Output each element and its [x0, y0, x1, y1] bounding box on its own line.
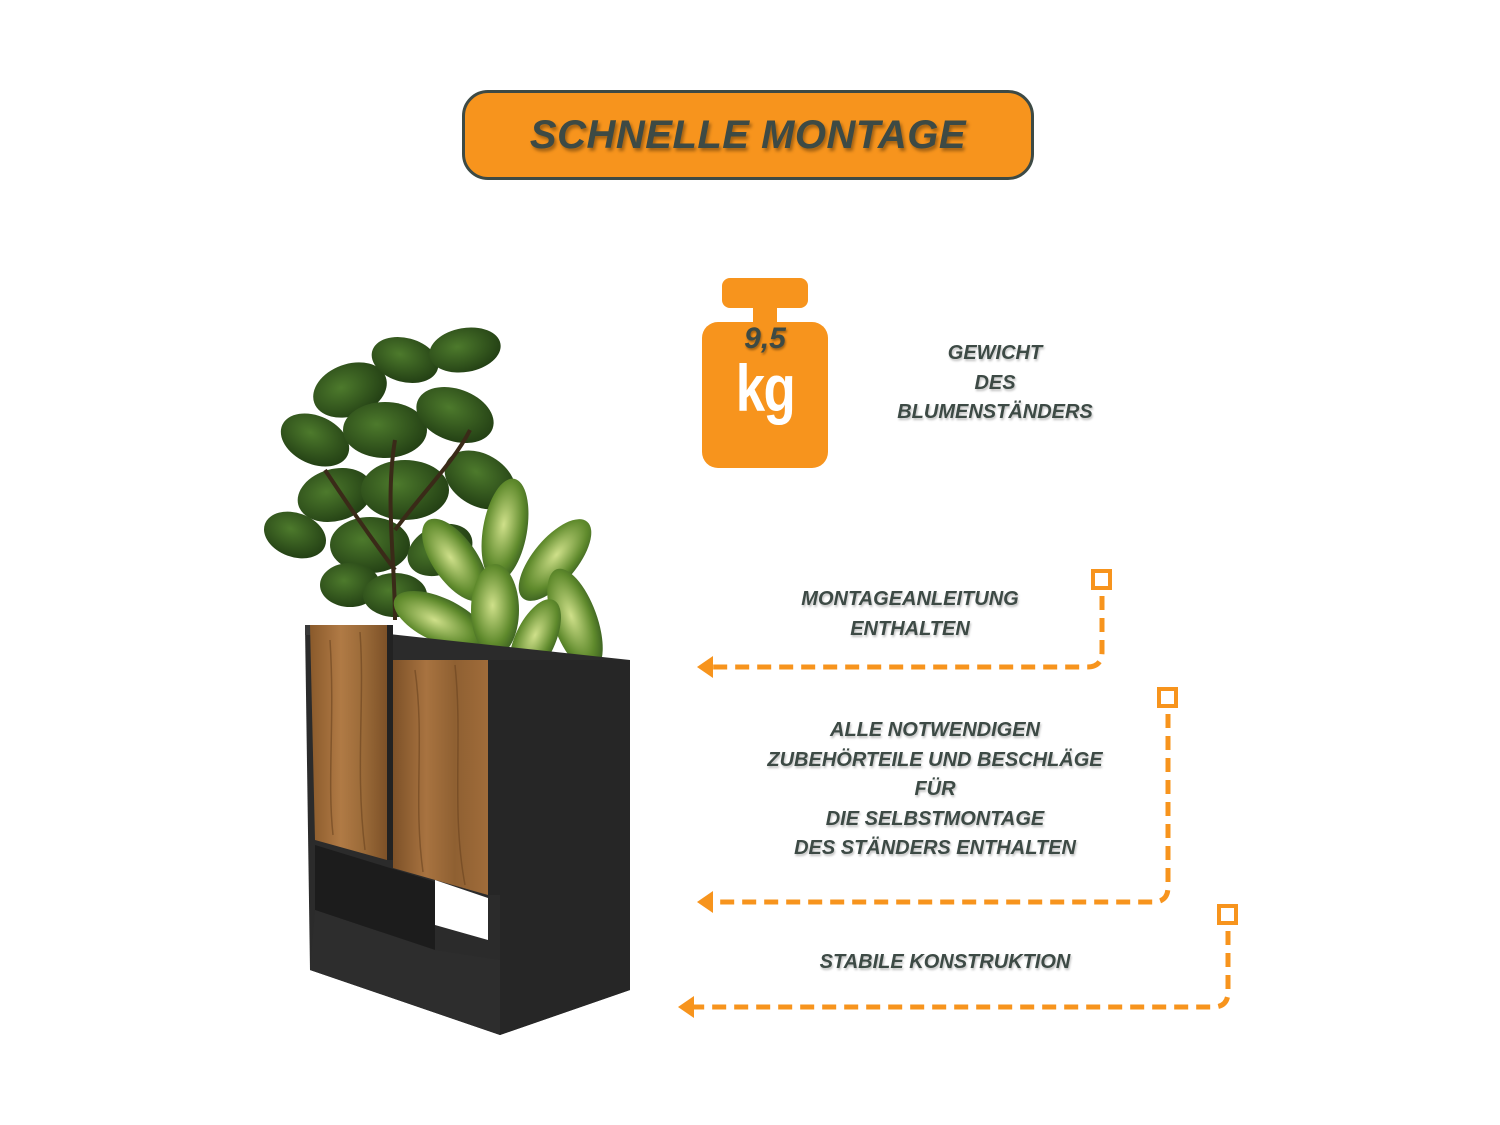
plant-planter-image [255, 320, 645, 1040]
weight-label-line: BLUMENSTÄNDERS [897, 401, 1093, 423]
arrow-anchor-icon [1093, 571, 1110, 588]
arrow-left-icon [712, 714, 1168, 902]
feature-line: FÜR [914, 778, 956, 800]
feature-line: STABILE KONSTRUKTION [819, 951, 1071, 973]
feature-line: DIE SELBSTMONTAGE [825, 807, 1045, 830]
arrow-left-icon [712, 596, 1102, 667]
weight-unit: kg [735, 351, 795, 425]
weight-label-line: GEWICHT [947, 342, 1043, 364]
page-title: SCHNELLE MONTAGE [529, 112, 967, 157]
arrow-left-icon [693, 931, 1228, 1007]
feature-line: MONTAGEANLEITUNG [801, 588, 1019, 610]
feature-line: DES STÄNDERS ENTHALTEN [794, 837, 1076, 859]
weight-label-line: DES [974, 371, 1016, 394]
weight-value: 9,5 [744, 322, 786, 355]
feature-line: ENTHALTEN [850, 617, 970, 640]
arrow-anchor-icon [1159, 689, 1176, 706]
feature-line: ZUBEHÖRTEILE UND BESCHLÄGE [767, 748, 1103, 771]
feature-line: ALLE NOTWENDIGEN [830, 719, 1040, 741]
arrow-anchor-icon [1219, 906, 1236, 923]
